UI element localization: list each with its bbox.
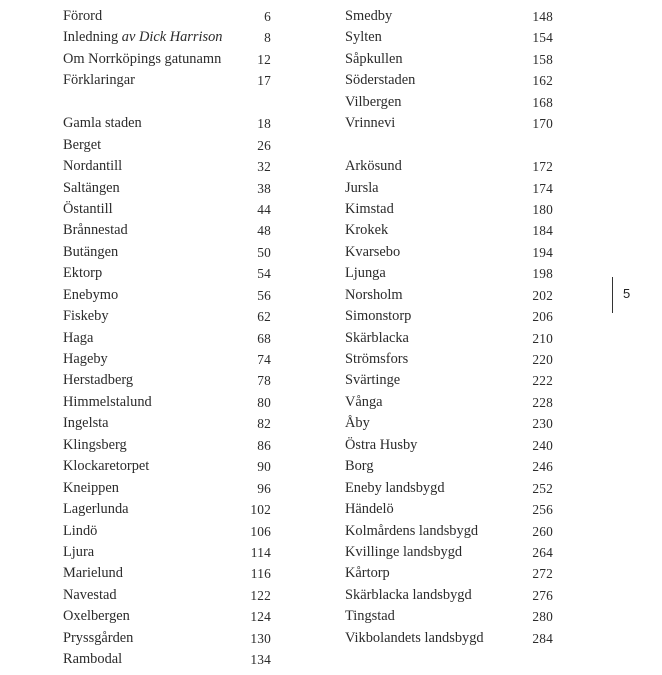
toc-entry-title: Vikbolandets landsbygd (345, 629, 484, 646)
toc-entry (345, 542, 553, 563)
toc-entry-title: Pryssgården (63, 629, 134, 646)
toc-entry-title: Lindö (63, 522, 98, 539)
toc-entry-title: Kneippen (63, 479, 119, 496)
toc-entry (345, 349, 553, 370)
toc-entry-title: Kimstad (345, 200, 394, 217)
toc-entry-title: Strömsfors (345, 351, 409, 367)
toc-entry-title: Östantill (63, 200, 113, 217)
toc-entry-page: 260 (532, 523, 553, 539)
toc-entry-title (63, 27, 223, 48)
toc-entry-title: Haga (63, 329, 94, 346)
toc-entry (63, 478, 271, 499)
toc-entry-page: 8 (264, 30, 271, 46)
toc-entry-title: Åby (345, 415, 370, 432)
toc-entry-page: 168 (532, 94, 553, 110)
toc-entry (345, 113, 553, 134)
toc-entry-title: Händelö (345, 501, 394, 518)
toc-entry (345, 521, 553, 542)
toc-entry-title: Butängen (63, 243, 119, 260)
toc-entry-title: Krokek (345, 222, 389, 239)
toc-entry (345, 499, 553, 520)
toc-entry (345, 628, 553, 649)
toc-entry-page: 162 (532, 73, 553, 89)
toc-entry-title: Klockaretorpet (63, 458, 150, 475)
toc-entry (345, 263, 553, 284)
toc-entry-title: Eneby landsbygd (345, 479, 445, 496)
toc-entry (63, 499, 271, 520)
toc-entry-page: 17 (257, 73, 271, 89)
toc-entry (345, 220, 553, 241)
toc-entry-page: 228 (532, 394, 553, 410)
toc-entry-title: Arkösund (345, 158, 402, 175)
toc-entry-page: 284 (532, 630, 553, 646)
toc-entry (345, 392, 553, 413)
toc-entry-page: 148 (532, 9, 553, 24)
toc-entry-page: 90 (257, 459, 271, 475)
toc-entry (63, 649, 271, 670)
toc-entry-title: Lagerlunda (63, 501, 129, 518)
toc-entry-title: Brånnestad (63, 222, 128, 239)
toc-entry-title: Jursla (345, 179, 379, 196)
toc-entry (63, 220, 271, 241)
toc-entry (345, 285, 553, 306)
toc-entry-title: Simonstorp (345, 308, 412, 325)
toc-entry (345, 585, 553, 606)
toc-entry-title: Ektorp (63, 265, 103, 282)
toc-entry-title: Vånga (345, 393, 383, 410)
toc-entry-page: 202 (532, 287, 553, 303)
toc-entry-page: 56 (257, 287, 271, 303)
toc-entry-page: 252 (532, 480, 553, 496)
toc-entry-page: 86 (257, 437, 271, 453)
toc-entry-page: 194 (532, 244, 553, 260)
toc-entry-title: Klingsberg (63, 436, 127, 453)
toc-entry-title: Kvillinge landsbygd (345, 543, 463, 560)
toc-entry-page: 240 (532, 437, 553, 453)
toc-entry (345, 242, 553, 263)
toc-entry-title: Skärblacka landsbygd (345, 586, 472, 603)
toc-entry-title: Marielund (63, 565, 123, 582)
toc-entry (345, 306, 553, 327)
toc-entry-title: Skärblacka (345, 329, 409, 346)
toc-entry (63, 6, 271, 27)
toc-entry-title: Navestad (63, 586, 117, 603)
toc-entry-title: Ingelsta (63, 415, 109, 432)
toc-entry (345, 328, 553, 349)
toc-entry (345, 370, 553, 391)
toc-entry (345, 199, 553, 220)
toc-column-right (345, 6, 553, 649)
toc-entry (63, 606, 271, 627)
toc-entry-page: 116 (250, 566, 271, 582)
toc-entry (63, 135, 271, 156)
toc-entry (63, 435, 271, 456)
toc-entry (63, 585, 271, 606)
toc-entry (63, 49, 271, 70)
toc-entry-page: 158 (532, 51, 553, 67)
toc-entry-title: Borg (345, 458, 374, 475)
toc-entry-title: Kvarsebo (345, 243, 401, 260)
toc-entry (345, 563, 553, 584)
toc-entry (63, 413, 271, 434)
toc-entry-page: 38 (257, 180, 271, 196)
toc-entry (345, 70, 553, 91)
toc-entry-page: 18 (257, 116, 271, 132)
toc-entry (345, 6, 553, 27)
toc-entry-page: 32 (257, 159, 271, 175)
toc-entry-page: 180 (532, 201, 553, 217)
toc-entry-page: 106 (250, 523, 271, 539)
toc-entry (345, 478, 553, 499)
toc-section-gap (63, 92, 271, 113)
toc-entry-page: 172 (532, 159, 553, 175)
toc-entry-title: Förord (63, 8, 103, 24)
toc-entry-author: av Dick Harrison (121, 29, 223, 46)
toc-entry-title: Oxelbergen (63, 608, 130, 625)
toc-entry (63, 628, 271, 649)
toc-entry-page: 26 (257, 137, 271, 153)
toc-entry-page: 122 (250, 587, 271, 603)
toc-entry (345, 456, 553, 477)
page-marker-rule (612, 277, 613, 313)
toc-entry (63, 349, 271, 370)
toc-entry (63, 242, 271, 263)
toc-entry-page: 154 (532, 30, 553, 46)
toc-entry-page: 170 (532, 116, 553, 132)
toc-entry-page: 220 (532, 352, 553, 367)
toc-entry-page: 264 (532, 544, 553, 560)
toc-entry-page: 54 (257, 266, 271, 282)
toc-entry-page: 74 (257, 352, 271, 367)
toc-section-gap (345, 135, 553, 156)
toc-entry (63, 70, 271, 91)
toc-entry (63, 563, 271, 584)
toc-entry-page: 210 (532, 330, 553, 346)
toc-entry-title: Ljura (63, 543, 95, 560)
toc-entry-page: 6 (264, 9, 271, 24)
toc-entry-title: Saltängen (63, 179, 120, 196)
toc-entry-title: Såpkullen (345, 50, 403, 67)
toc-entry-title: Kårtorp (345, 565, 390, 582)
toc-entry (345, 27, 553, 48)
toc-entry (63, 178, 271, 199)
toc-entry-title: Himmelstalund (63, 393, 152, 410)
toc-entry-page: 80 (257, 394, 271, 410)
toc-entry (345, 413, 553, 434)
toc-entry-page: 62 (257, 309, 271, 325)
toc-entry-page: 102 (250, 502, 271, 518)
toc-entry (345, 92, 553, 113)
toc-entry (63, 328, 271, 349)
toc-entry-page: 256 (532, 502, 553, 518)
toc-entry-page: 130 (250, 630, 271, 646)
toc-entry (63, 542, 271, 563)
toc-entry-title: Hageby (63, 351, 108, 367)
toc-entry-page: 206 (532, 309, 553, 325)
toc-entry-title: Sylten (345, 29, 382, 46)
toc-entry-page: 272 (532, 566, 553, 582)
toc-entry-page: 114 (250, 544, 271, 560)
toc-entry-title: Enebymo (63, 286, 119, 303)
toc-entry-title: Fiskeby (63, 308, 109, 325)
toc-entry-title: Förklaringar (63, 72, 135, 89)
toc-column-left (63, 6, 271, 671)
toc-entry-title: Söderstaden (345, 72, 416, 89)
toc-entry (345, 49, 553, 70)
toc-entry (63, 306, 271, 327)
toc-entry (63, 156, 271, 177)
page-number: 5 (623, 286, 631, 301)
toc-entry-page: 12 (257, 51, 271, 67)
toc-entry-title: Östra Husby (345, 436, 418, 453)
toc-entry-page: 280 (532, 609, 553, 625)
toc-entry-page: 198 (532, 266, 553, 282)
toc-entry-page: 276 (532, 587, 553, 603)
toc-entry-title: Nordantill (63, 158, 123, 175)
toc-entry-page: 82 (257, 416, 271, 432)
toc-entry-title: Tingstad (345, 608, 395, 625)
toc-entry-title: Berget (63, 136, 102, 153)
toc-entry-title: Vrinnevi (345, 115, 396, 132)
toc-entry-title: Om Norrköpings gatunamn (63, 50, 222, 67)
toc-entry-page: 174 (532, 180, 553, 196)
toc-entry-page: 78 (257, 373, 271, 389)
toc-entry-page: 184 (532, 223, 553, 239)
toc-entry-title: Rambodal (63, 651, 123, 668)
toc-entry (63, 392, 271, 413)
toc-entry-title: Smedby (345, 8, 393, 24)
toc-entry-page: 246 (532, 459, 553, 475)
toc-entry-page: 222 (532, 373, 553, 389)
toc-entry-page: 48 (257, 223, 271, 239)
toc-entry-title: Vilbergen (345, 93, 402, 110)
toc-entry (63, 456, 271, 477)
toc-entry-title: Gamla staden (63, 115, 142, 132)
toc-entry-page: 44 (257, 201, 271, 217)
toc-entry-page: 50 (257, 244, 271, 260)
toc-entry-title: Herstadberg (63, 372, 134, 389)
toc-entry (63, 199, 271, 220)
toc-entry-title-main: Inledning (63, 29, 122, 46)
toc-entry (63, 263, 271, 284)
toc-entry (345, 178, 553, 199)
toc-entry-page: 68 (257, 330, 271, 346)
toc-entry (345, 435, 553, 456)
toc-entry (63, 113, 271, 134)
toc-entry-title: Kolmårdens landsbygd (345, 522, 479, 539)
toc-entry-page: 124 (250, 609, 271, 625)
toc-entry (63, 27, 271, 48)
toc-entry (63, 285, 271, 306)
toc-entry (63, 370, 271, 391)
toc-entry-page: 96 (257, 480, 271, 496)
toc-entry-page: 230 (532, 416, 553, 432)
toc-entry-page: 134 (250, 652, 271, 668)
toc-entry-title: Ljunga (345, 265, 386, 282)
toc-entry (345, 156, 553, 177)
toc-entry (345, 606, 553, 627)
toc-entry-title: Norsholm (345, 286, 403, 303)
toc-entry-title: Svärtinge (345, 372, 401, 389)
toc-entry (63, 521, 271, 542)
